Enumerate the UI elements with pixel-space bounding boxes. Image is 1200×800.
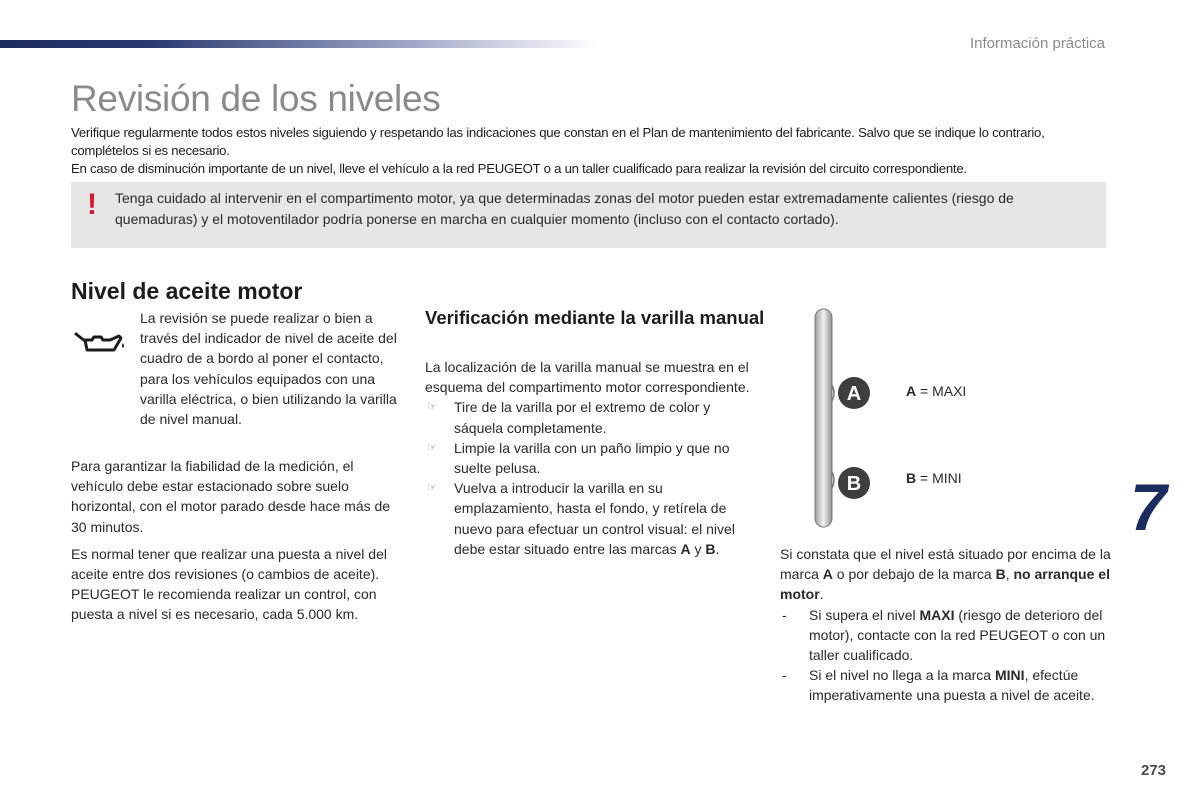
level-info	[780, 544, 1115, 706]
header-gradient-bar	[0, 40, 600, 48]
dipstick-step	[425, 478, 760, 559]
page-number: 273	[1141, 762, 1167, 779]
level-info-item-text: Si supera el nivel MAXI (riesgo de deterioro del motor), contacte con la red PEUGEOT o con un taller cualificado.	[809, 606, 1106, 664]
level-info-item	[780, 605, 1115, 666]
oil-level-heading: Nivel de aceite motor	[71, 278, 303, 304]
dash-marker: -	[782, 667, 787, 684]
mark-a-label: A = MAXI	[906, 383, 967, 399]
warning-icon: !	[87, 188, 97, 221]
mark-b-letter: B	[846, 473, 862, 495]
oil-can-icon	[74, 328, 128, 358]
page-title: Revisión de los niveles	[71, 78, 441, 119]
level-info-item-text: Si el nivel no llega a la marca MINI, efectúe imperativamente una puesta a nivel de aceite.	[809, 667, 1095, 704]
pointing-hand-icon: ☞	[427, 401, 437, 414]
dipstick-step-text: Limpie la varilla con un paño limpio y que no suelte pelusa.	[454, 439, 730, 477]
intro-text	[71, 124, 1111, 178]
oil-level-aside: La revisión se puede realizar o bien a través del indicador de nivel de aceite del cuadro de a bordo al poner el contacto, para los vehículos equipados con una varilla eléctrica, o bien utilizando la varilla de nivel manual.	[140, 310, 397, 428]
mark-b-label: B = MINI	[906, 470, 962, 486]
chapter-number: 7	[1130, 470, 1167, 544]
section-label: Información práctica	[969, 35, 1105, 52]
dipstick-heading: Verificación mediante la varilla manual	[425, 307, 765, 328]
intro-paragraph: Verifique regularmente todos estos niveles siguiendo y respetando las indicaciones que constan en el Plan de mantenimiento del fabricante. Salvo que se indique lo contrario, complételos si es necesario.	[71, 125, 1045, 158]
level-info-intro: Si constata que el nivel está situado por encima de la marca A o por debajo de la marca B, no arranque el motor.	[780, 546, 1111, 603]
dipstick-step	[425, 438, 760, 478]
oil-level-paragraph: Es normal tener que realizar una puesta a nivel del aceite entre dos revisiones (o cambios de aceite). PEUGEOT le recomienda realizar un control, con puesta a nivel si es necesario, cada 5.000 km.	[71, 545, 387, 623]
pointing-hand-icon: ☞	[427, 482, 437, 495]
pointing-hand-icon: ☞	[427, 441, 437, 454]
oil-level-body	[71, 456, 401, 625]
mark-b-badge	[838, 467, 870, 499]
dipstick-instructions	[425, 357, 760, 559]
intro-paragraph: En caso de disminución importante de un nivel, lleve el vehículo a la red PEUGEOT o a un taller cualificado para realizar la revisión del circuito correspondiente.	[71, 161, 967, 176]
dipstick-diagram	[800, 305, 890, 537]
dash-marker: -	[782, 606, 787, 623]
warning-box	[71, 182, 1106, 248]
mark-a-letter: A	[846, 383, 862, 405]
oil-level-paragraph: Para garantizar la fiabilidad de la medición, el vehículo debe estar estacionado sobre suelo horizontal, con el motor parado desde hace más de 30 minutos.	[71, 458, 391, 535]
level-info-item	[780, 665, 1115, 705]
dipstick-intro: La localización de la varilla manual se muestra en el esquema del compartimento motor correspondiente.	[425, 359, 750, 396]
dipstick-step-text: Tire de la varilla por el extremo de color y sáquela completamente.	[454, 399, 711, 436]
mark-a-badge	[838, 377, 870, 409]
warning-text: Tenga cuidado al intervenir en el compartimento motor, ya que determinadas zonas del motor pueden estar extremadamente calientes (riesgo de quemaduras) y el motoventilador podría ponerse en marcha en cualquier momento (incluso con el contacto cortado).	[115, 190, 1014, 227]
dipstick-step-text: Vuelva a introducir la varilla en su emplazamiento, hasta el fondo, y retírela de nuevo para efectuar un control visual: el nivel debe estar situado entre las marcas A y B.	[454, 480, 735, 557]
dipstick-step	[425, 397, 760, 437]
